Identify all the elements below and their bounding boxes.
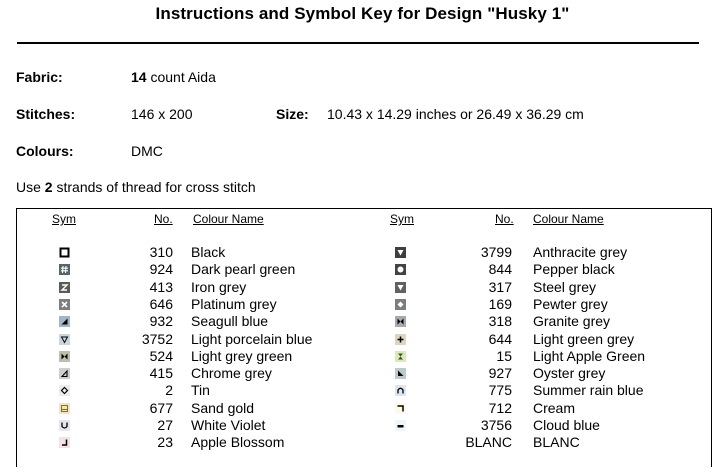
header-name-right: Colour Name — [533, 212, 604, 226]
symbol-row — [0, 331, 725, 348]
colour-name: Sand gold — [191, 399, 255, 416]
colour-name: Platinum grey — [191, 295, 277, 312]
symbol-row — [0, 244, 725, 261]
fabric-label: Fabric: — [16, 69, 63, 85]
dmc-number: 310 — [149, 244, 173, 260]
dmc-number: 927 — [488, 365, 512, 382]
dmc-number: 27 — [157, 417, 173, 433]
header-no-left: No. — [154, 212, 173, 226]
colour-name: Dark pearl green — [191, 261, 296, 278]
size-value: 10.43 x 14.29 inches or 26.49 x 36.29 cm — [327, 106, 584, 122]
dmc-number: 413 — [149, 278, 173, 295]
header-sym-right: Sym — [390, 212, 414, 226]
symbol-row — [0, 417, 725, 434]
dmc-number: 318 — [488, 313, 512, 330]
dmc-number: BLANC — [465, 434, 512, 451]
colour-name: Chrome grey — [191, 365, 272, 382]
colour-name: Light porcelain blue — [191, 330, 313, 347]
bowtie-icon — [395, 316, 406, 327]
strands-post: strands of thread for cross stitch — [52, 179, 256, 195]
symbol-row — [0, 296, 725, 313]
dmc-number: 2 — [165, 382, 173, 399]
dmc-number: 932 — [149, 313, 173, 330]
dmc-number: 677 — [149, 399, 173, 416]
colour-name: Cream — [533, 399, 576, 416]
dmc-number: 317 — [488, 278, 512, 295]
blank-swatch-icon — [395, 437, 406, 448]
dmc-number: 169 — [488, 295, 512, 312]
colour-name: Steel grey — [533, 278, 597, 295]
fabric-value — [131, 69, 216, 85]
symbol-row — [0, 382, 725, 399]
symbol-row — [0, 434, 725, 451]
symbol-row — [0, 400, 725, 417]
dmc-number: 844 — [488, 261, 512, 278]
colour-name: Seagull blue — [191, 313, 269, 330]
dmc-number: 712 — [488, 399, 512, 416]
dmc-number: 924 — [149, 261, 173, 278]
down-triangle-icon — [395, 247, 406, 258]
symbol-row — [0, 365, 725, 382]
colour-name: Summer rain blue — [533, 382, 644, 399]
plus-icon — [395, 334, 406, 345]
diamond-icon — [395, 299, 406, 310]
colour-name: Anthracite grey — [533, 244, 628, 260]
colour-name: Cloud blue — [533, 417, 600, 433]
title-divider — [17, 42, 699, 44]
fabric-count: 14 — [131, 69, 147, 85]
colour-name: Oyster grey — [533, 365, 606, 382]
dmc-number: 524 — [149, 347, 173, 364]
header-name-left: Colour Name — [193, 212, 264, 226]
strands-pre: Use — [16, 179, 45, 195]
corner-hook-icon — [395, 403, 406, 414]
colour-name: Iron grey — [191, 278, 247, 295]
header-sym-left: Sym — [52, 212, 76, 226]
dmc-number: 3799 — [480, 244, 512, 260]
dmc-number: 775 — [488, 382, 512, 399]
colour-name: Apple Blossom — [191, 434, 285, 451]
dmc-number: 415 — [149, 365, 173, 382]
colour-name: Tin — [191, 382, 210, 399]
dmc-number: 646 — [149, 295, 173, 312]
stitches-label: Stitches: — [16, 106, 76, 122]
dmc-number: 15 — [496, 347, 512, 364]
dmc-number: 3756 — [480, 417, 512, 433]
colour-name: Black — [191, 244, 226, 260]
stitches-value: 146 x 200 — [131, 106, 193, 122]
dmc-number: 644 — [488, 330, 512, 347]
size-label: Size: — [276, 106, 309, 122]
symbol-row — [0, 261, 725, 278]
down-triangle-icon — [395, 282, 406, 293]
colour-name: Light green grey — [533, 330, 635, 347]
bar-icon — [395, 420, 406, 431]
colour-name: Pewter grey — [533, 295, 608, 312]
symbol-row — [0, 313, 725, 330]
colour-name: BLANC — [533, 434, 580, 451]
dmc-number: 23 — [157, 434, 173, 451]
colour-name: Granite grey — [533, 313, 611, 330]
page-title: Instructions and Symbol Key for Design "Husky 1" — [155, 4, 570, 23]
strands-count: 2 — [44, 179, 53, 195]
fabric-type: count Aida — [146, 69, 216, 85]
flag-triangle-icon — [395, 368, 406, 379]
dmc-number: 3752 — [141, 330, 173, 347]
colour-name: Pepper black — [533, 261, 615, 278]
colour-name: Light grey green — [191, 347, 293, 364]
colours-label: Colours: — [16, 143, 74, 159]
colour-name: Light Apple Green — [533, 347, 646, 364]
symbol-row — [0, 348, 725, 365]
circle-icon — [395, 264, 406, 275]
symbol-row — [0, 279, 725, 296]
arch-icon — [395, 385, 406, 396]
colour-name: White Violet — [191, 417, 266, 433]
colours-value: DMC — [131, 143, 163, 159]
hourglass-icon — [395, 351, 406, 362]
header-no-right: No. — [495, 212, 514, 226]
strands-instruction — [16, 179, 256, 195]
